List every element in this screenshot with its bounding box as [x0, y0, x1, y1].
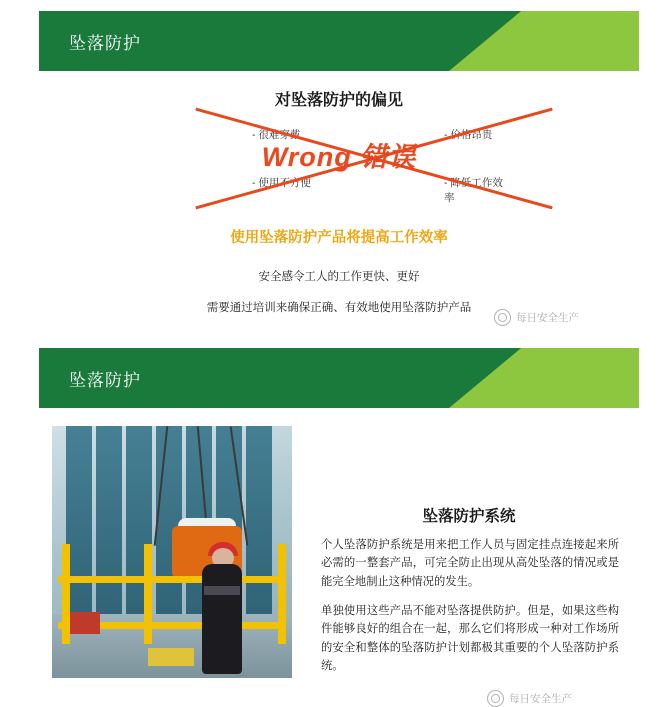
slide-1-body [39, 71, 639, 341]
photo-wall-panel [246, 426, 272, 616]
watermark-text: 每日安全生产 [509, 693, 572, 705]
slide-2 [39, 348, 639, 705]
slide-1-header-title: 坠落防护 [69, 34, 141, 53]
slide-2-body [39, 408, 639, 705]
slide-1-header [39, 11, 639, 71]
photo-red-toolbox [70, 612, 100, 634]
photo-yellow-box [148, 648, 194, 666]
watermark-text: 每日安全生产 [516, 312, 579, 324]
slide-2-paragraph-1: 个人坠落防护系统是用来把工作人员与固定挂点连接起来所必需的一整套产品，可完全防止出现从高处坠落的情况或是能完全地制止这种情况的发生。 [321, 539, 619, 588]
slide-1-highlight: 使用坠落防护产品将提高工作效率 [230, 230, 448, 246]
watermark-2 [487, 690, 572, 707]
bias-item: - 很难穿戴 [252, 129, 301, 141]
slide-1-line-2: 安全感令工人的工作更快、更好 [258, 271, 420, 283]
photo-guardrail-post [144, 544, 152, 644]
photo-guardrail-post [62, 544, 70, 644]
slide-2-paragraph-2: 单独使用这些产品不能对坠落提供防护。但是，如果这些构件能够良好的组合在一起，那么它们将形成一种对工作场所的安全和整体的坠落防护计划都极其重要的个人坠落防护系统。 [321, 605, 619, 672]
photo-worker-body [202, 564, 242, 674]
watermark-logo-icon [494, 309, 511, 326]
fall-protection-photo [52, 426, 292, 678]
photo-guardrail [58, 576, 286, 583]
watermark-logo-icon [487, 690, 504, 707]
header-green-wedge [449, 348, 639, 408]
bias-item: - 降低工作效率 [444, 177, 503, 204]
photo-wall-panel [96, 426, 122, 616]
slide-1-line-3: 需要通过培训来确保正确、有效地使用坠落防护产品 [206, 302, 472, 314]
slide-2-header [39, 348, 639, 408]
header-green-wedge [449, 11, 639, 71]
watermark-1 [494, 309, 579, 326]
bias-item: - 使用不方便 [252, 177, 311, 189]
slide-1 [39, 11, 639, 341]
photo-guardrail-post [278, 544, 286, 644]
photo-worker-harness [204, 586, 240, 595]
slide-1-title: 对坠落防护的偏见 [274, 92, 403, 109]
slide-2-header-title: 坠落防护 [69, 371, 141, 390]
bias-item: - 价格昂贵 [444, 129, 493, 141]
slide-2-title: 坠落防护系统 [422, 508, 516, 525]
wrong-stamp: Wrong 错误 [261, 142, 417, 172]
